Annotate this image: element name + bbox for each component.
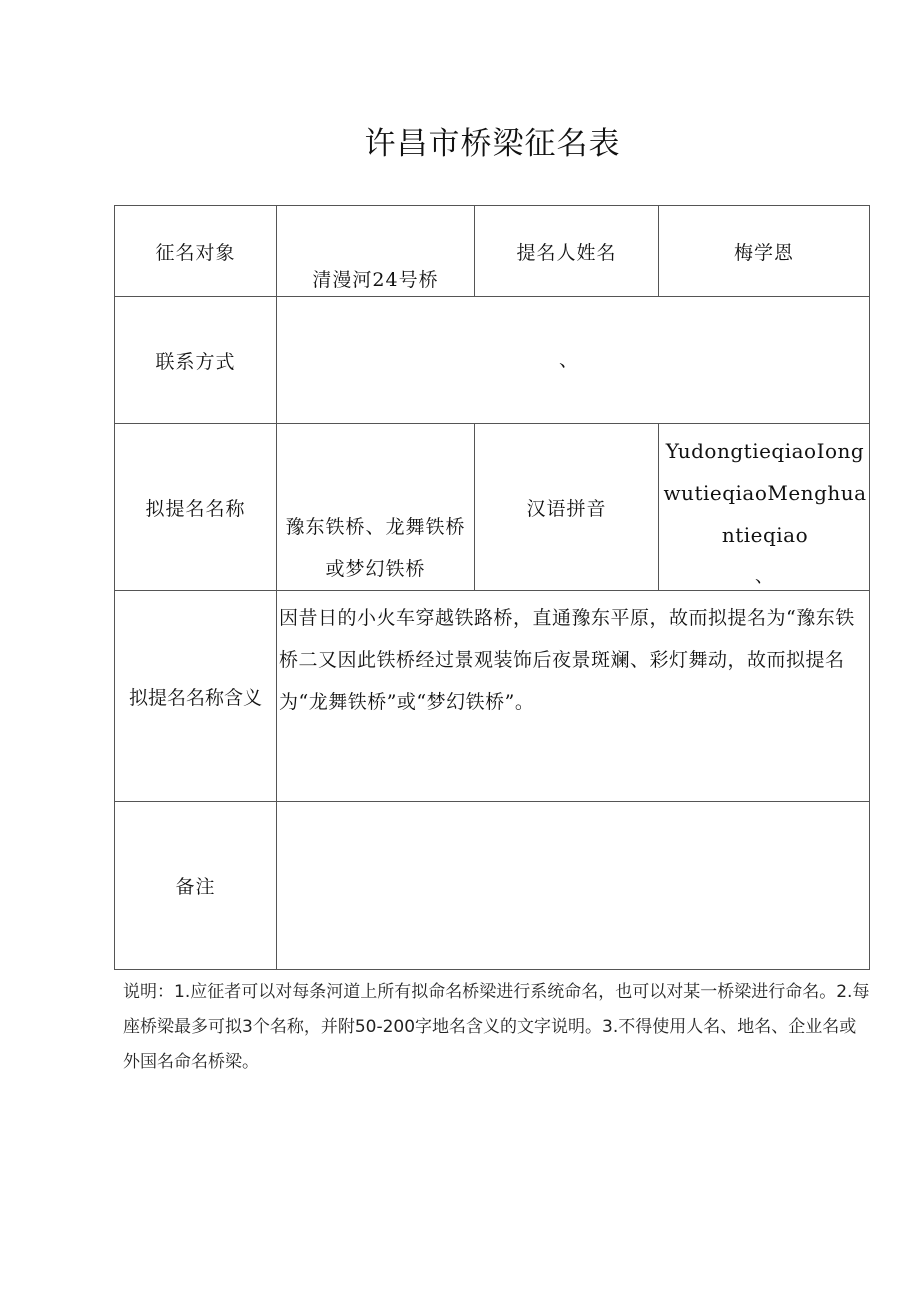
meaning-label: 拟提名名称含义 — [128, 686, 262, 709]
target-label-cell — [115, 206, 277, 297]
row-remarks — [115, 802, 870, 970]
nominator-value: 梅学恩 — [733, 241, 794, 264]
target-value: 清漫河24号桥 — [312, 269, 439, 291]
contact-value: 、 — [559, 349, 579, 371]
row-target — [115, 206, 870, 297]
meaning-value-cell[interactable] — [277, 591, 870, 802]
target-value-cell[interactable] — [277, 206, 475, 297]
instructions-note: 说明：1.应征者可以对每条河道上所有拟命名桥梁进行系统命名，也可以对某一桥梁进行命名。2.每座桥梁最多可拟3个名称，并附50-200字地名含义的文字说明。3.不得使用人名、地名、企业名或外国名命名桥梁。 — [123, 982, 870, 1072]
names-value: 豫东铁桥、龙舞铁桥或梦幻铁桥 — [285, 516, 466, 580]
pinyin-label: 汉语拼音 — [526, 497, 607, 520]
names-label-cell — [115, 424, 277, 591]
remarks-label-cell — [115, 802, 277, 970]
meaning-value: 因昔日的小火车穿越铁路桥，直通豫东平原，故而拟提名为“豫东铁桥二又因此铁桥经过景观装饰后夜景斑斓、彩灯舞动，故而拟提名为“龙舞铁桥”或“梦幻铁桥”。 — [279, 607, 855, 713]
remarks-label: 备注 — [175, 876, 216, 898]
row-contact — [115, 297, 870, 424]
contact-label-cell — [115, 297, 277, 424]
target-label: 征名对象 — [155, 241, 236, 264]
row-names — [115, 424, 870, 591]
meaning-label-cell — [115, 591, 277, 802]
nominator-label-cell — [475, 206, 659, 297]
page-title: 许昌市桥梁征名表 — [364, 126, 621, 162]
pinyin-value-cell[interactable] — [659, 424, 870, 591]
names-label: 拟提名名称 — [145, 497, 246, 520]
pinyin-mark: 、 — [755, 566, 773, 587]
nominator-value-cell[interactable] — [659, 206, 870, 297]
pinyin-label-cell — [475, 424, 659, 591]
contact-label: 联系方式 — [155, 350, 236, 373]
row-meaning — [115, 591, 870, 802]
remarks-value-cell[interactable] — [277, 802, 870, 970]
nominator-label: 提名人姓名 — [516, 241, 617, 264]
names-value-cell[interactable] — [277, 424, 475, 591]
contact-value-cell[interactable] — [277, 297, 870, 424]
naming-form-table — [114, 205, 870, 970]
pinyin-value: YudongtieqiaoIongwutieqiaoMenghuantieqiao — [663, 439, 867, 547]
